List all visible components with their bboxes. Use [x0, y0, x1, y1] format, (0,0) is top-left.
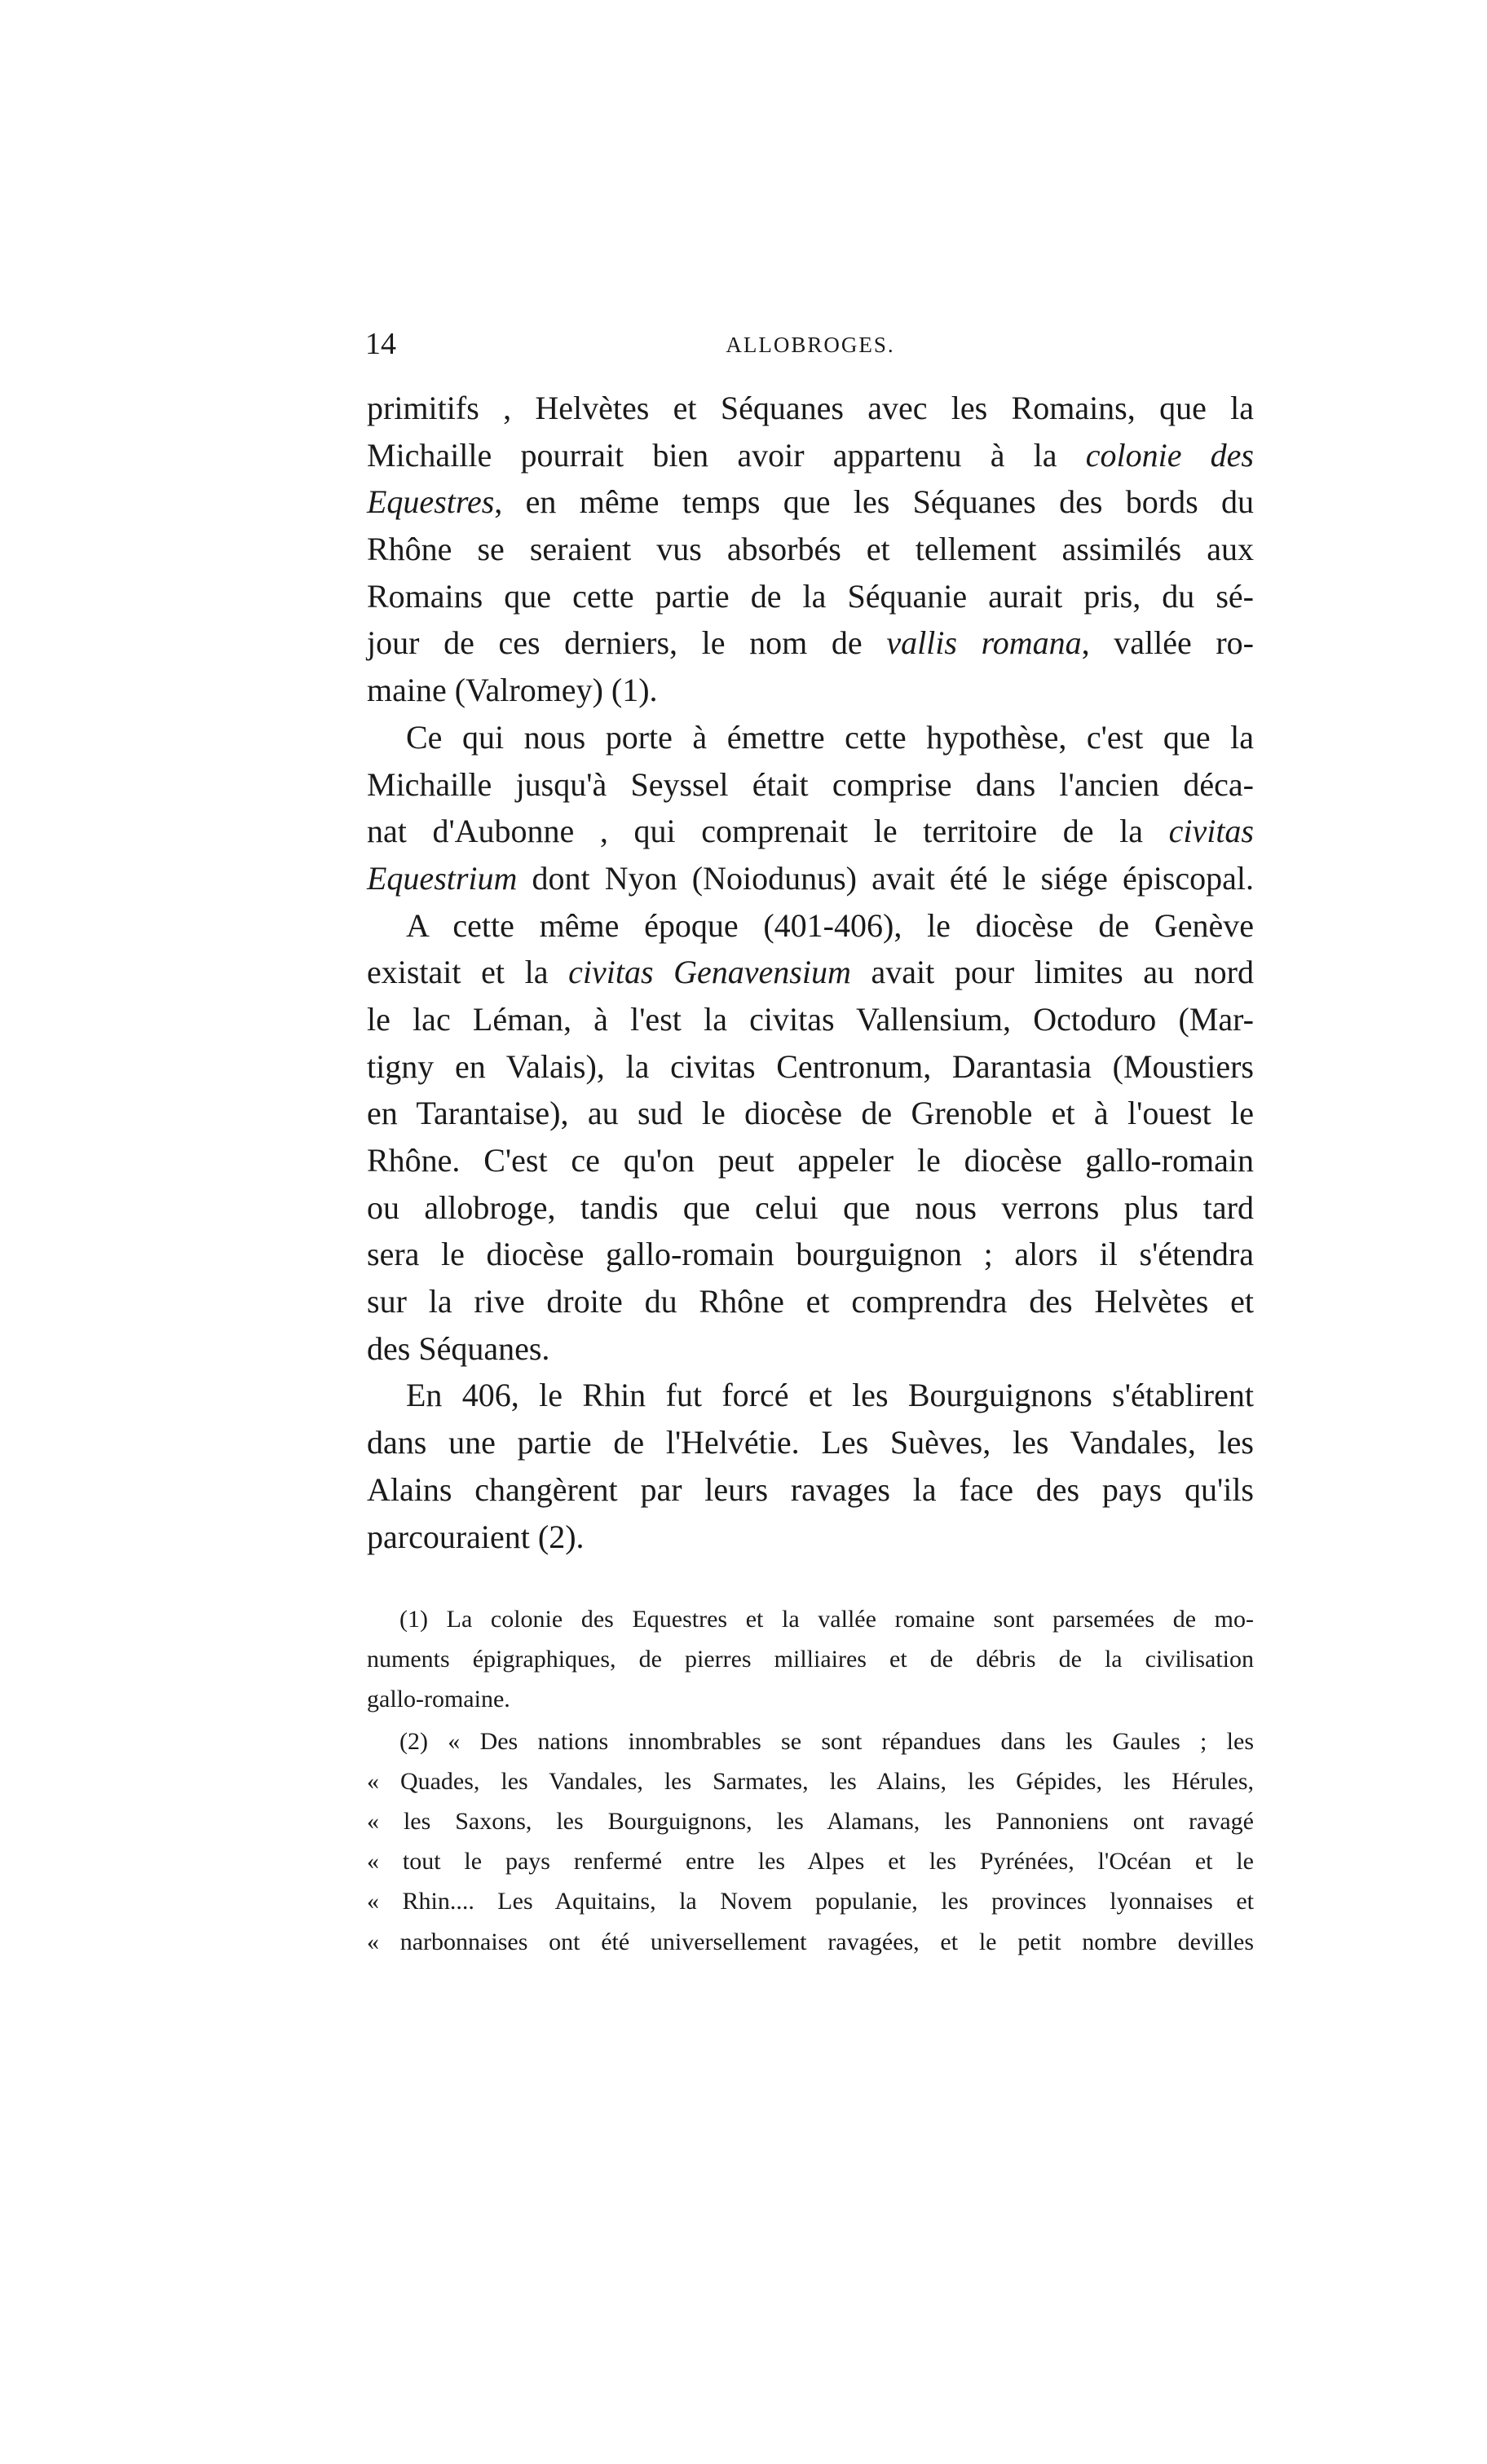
body-line	[367, 1090, 1254, 1137]
body-line	[367, 1137, 1254, 1184]
footnote-line	[367, 1881, 1254, 1921]
body-line	[367, 761, 1254, 809]
footnote-line	[367, 1599, 1254, 1639]
body-line	[367, 526, 1254, 573]
text-segment: Rhône. C'est ce qu'on peut appeler le diocèse gallo-romain	[367, 1142, 1254, 1179]
text-segment: parcouraient (2).	[367, 1518, 585, 1555]
body-line	[367, 1514, 1254, 1561]
body-line	[367, 1231, 1254, 1278]
footnote-line	[367, 1801, 1254, 1841]
body-line	[367, 855, 1254, 902]
footnote-line	[367, 1761, 1254, 1801]
footnote-line	[367, 1841, 1254, 1881]
body-line	[367, 478, 1254, 526]
footnote-line	[367, 1679, 1254, 1719]
text-segment: « tout le pays renfermé entre les Alpes et les Pyrénées, l'Océan et le	[367, 1848, 1254, 1876]
text-segment: « Quades, les Vandales, les Sarmates, les Alains, les Gépides, les Hérules,	[367, 1767, 1254, 1795]
text-segment: le lac Léman, à l'est la civitas Vallensium, Octoduro (Mar-	[367, 1000, 1254, 1038]
text-segment: dans une partie de l'Helvétie. Les Suèves, les Vandales, les	[367, 1424, 1254, 1461]
body-line	[367, 1278, 1254, 1325]
text-segment: numents épigraphiques, de pierres milliaires et de débris de la civilisation	[367, 1646, 1254, 1673]
text-segment: , vallée ro-	[1081, 624, 1255, 662]
text-segment: Ce qui nous porte à émettre cette hypothèse, c'est que la	[406, 718, 1254, 756]
body-line	[367, 996, 1254, 1043]
text-segment: sur la rive droite du Rhône et comprendra des Helvètes et	[367, 1283, 1254, 1320]
body-line	[367, 385, 1254, 432]
text-segment: Michaille jusqu'à Seyssel était comprise dans l'ancien déca-	[367, 765, 1254, 803]
text-segment: (1) La colonie des Equestres et la vallée romaine sont parsemées de mo-	[399, 1606, 1254, 1633]
body-line	[367, 573, 1254, 620]
italic-text: Equestres	[367, 483, 495, 521]
italic-text: vallis romana	[886, 624, 1082, 662]
text-segment: nat d'Aubonne , qui comprenait le territoire de la	[367, 813, 1169, 850]
body-line	[367, 808, 1254, 855]
body-line	[367, 432, 1254, 479]
body-line	[367, 1372, 1254, 1419]
body-line	[367, 1043, 1254, 1091]
text-segment: maine (Valromey) (1).	[367, 672, 658, 709]
text-segment: Alains changèrent par leurs ravages la face des pays qu'ils	[367, 1470, 1254, 1508]
body-line	[367, 1184, 1254, 1232]
running-title: ALLOBROGES.	[726, 333, 895, 357]
italic-text: colonie des	[1085, 436, 1254, 474]
text-segment: sera le diocèse gallo-romain bourguignon ; alors il s'étendra	[367, 1236, 1254, 1273]
footnote-line	[367, 1721, 1254, 1761]
footnote-line	[367, 1922, 1254, 1962]
footnote-line	[367, 1639, 1254, 1679]
text-segment: « Rhin.... Les Aquitains, la Novem populanie, les provinces lyonnaises et	[367, 1888, 1254, 1915]
text-segment: avait pour limites au nord	[850, 954, 1254, 991]
text-segment: « les Saxons, les Bourguignons, les Alamans, les Pannoniens ont ravagé	[367, 1807, 1254, 1835]
text-segment: tigny en Valais), la civitas Centronum, Darantasia (Moustiers	[367, 1047, 1254, 1085]
body-line	[367, 667, 1254, 714]
body-text	[367, 385, 1254, 1560]
italic-text: civitas Genavensium	[568, 954, 851, 991]
body-line	[367, 714, 1254, 761]
text-segment: A cette même époque (401-406), le diocèse de Genève	[406, 906, 1254, 944]
text-segment: jour de ces derniers, le nom de	[367, 624, 887, 662]
text-segment: primitifs , Helvètes et Séquanes avec les Romains, que la	[367, 390, 1254, 426]
page-number: 14	[365, 327, 396, 361]
body-line	[367, 1466, 1254, 1514]
text-segment: gallo-romaine.	[367, 1686, 510, 1713]
text-segment: ou allobroge, tandis que celui que nous verrons plus tard	[367, 1188, 1254, 1226]
italic-text: Equestrium	[367, 859, 518, 897]
text-segment: Michaille pourrait bien avoir appartenu à la	[367, 436, 1086, 474]
body-line	[367, 949, 1254, 996]
body-line	[367, 1419, 1254, 1466]
text-segment: existait et la	[367, 954, 569, 991]
text-segment: dont Nyon (Noiodunus) avait été le siége épiscopal.	[517, 859, 1254, 897]
text-segment: Rhône se seraient vus absorbés et tellement assimilés aux	[367, 531, 1254, 568]
text-segment: (2) « Des nations innombrables se sont répandues dans les Gaules ; les	[399, 1727, 1254, 1755]
text-segment: « narbonnaises ont été universellement ravagées, et le petit nombre devilles	[367, 1928, 1254, 1955]
text-segment: , en même temps que les Séquanes des bords du	[494, 483, 1254, 521]
body-line	[367, 619, 1254, 667]
text-segment: des Séquanes.	[367, 1329, 550, 1367]
text-segment: En 406, le Rhin fut forcé et les Bourguignons s'établirent	[406, 1377, 1254, 1414]
body-line	[367, 902, 1254, 950]
text-segment: Romains que cette partie de la Séquanie aurait pris, du sé-	[367, 577, 1254, 615]
body-line	[367, 1325, 1254, 1373]
footnotes	[367, 1599, 1254, 1962]
italic-text: civitas	[1168, 813, 1254, 850]
text-segment: en Tarantaise), au sud le diocèse de Grenoble et à l'ouest le	[367, 1095, 1254, 1132]
